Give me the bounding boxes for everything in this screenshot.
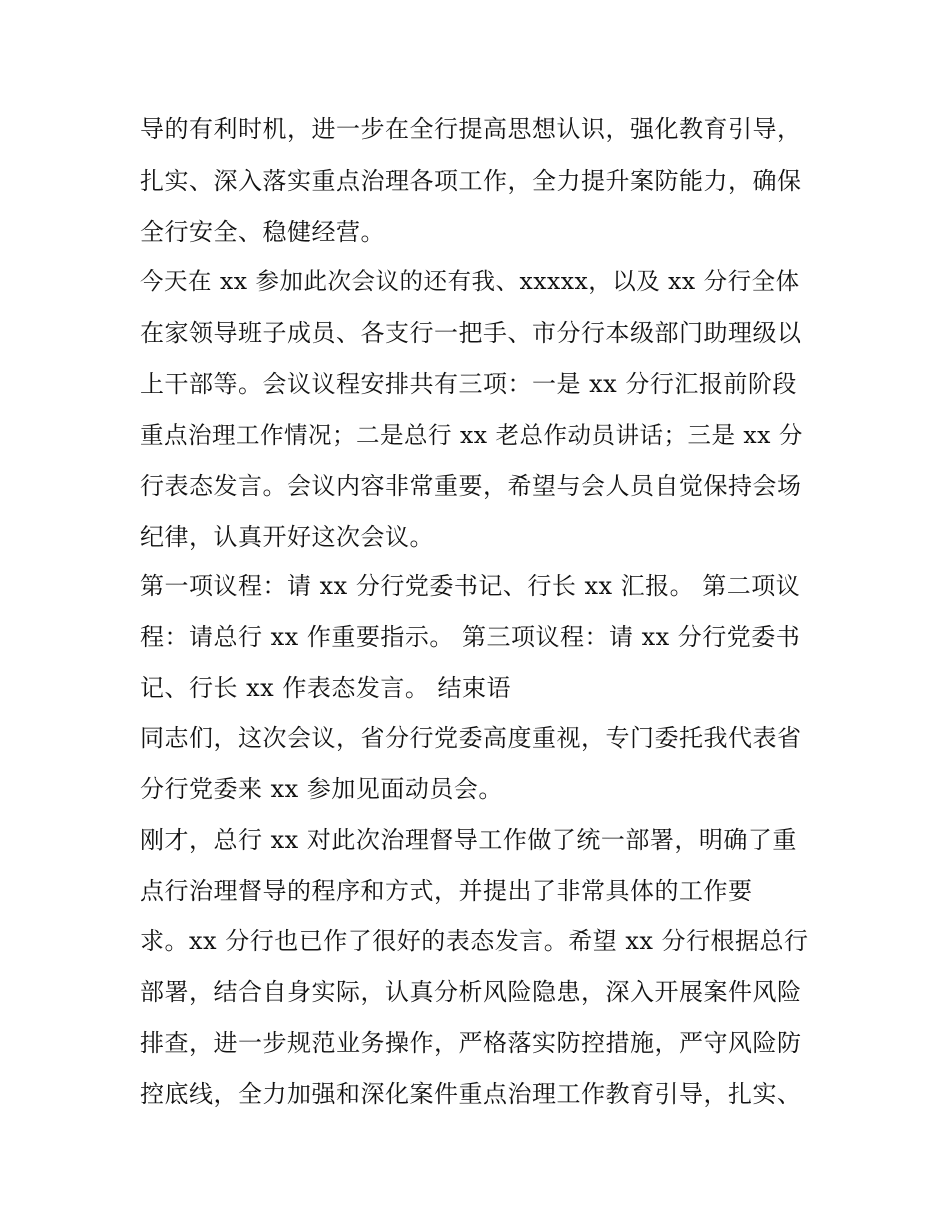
text-line: 全行安全、稳健经营。 [140,218,385,246]
text-line: 排查，进一步规范业务操作，严格落实防控措施，严守风险防 [140,1029,802,1057]
text-line: 上干部等。会议议程安排共有三项：一是 xx 分行汇报前阶段 [140,370,797,398]
text-line: 求。xx 分行也已作了很好的表态发言。希望 xx 分行根据总行 [140,927,809,955]
text-line: 第一项议程：请 xx 分行党委书记、行长 xx 汇报。 第二项议 [140,572,801,600]
text-line: 扎实、深入落实重点治理各项工作，全力提升案防能力，确保 [140,167,802,195]
text-line: 今天在 xx 参加此次会议的还有我、xxxxx，以及 xx 分行全体 [140,267,800,295]
text-line: 导的有利时机，进一步在全行提高思想认识，强化教育引导， [140,115,802,143]
text-line: 重点治理工作情况；二是总行 xx 老总作动员讲话；三是 xx 分 [140,421,803,449]
text-line: 记、行长 xx 作表态发言。 结束语 [140,674,511,702]
text-line: 部署，结合自身实际，认真分析风险隐患，深入开展案件风险 [140,978,802,1006]
text-line: 同志们，这次会议，省分行党委高度重视，专门委托我代表省 [140,724,802,752]
text-line: 在家领导班子成员、各支行一把手、市分行本级部门助理级以 [140,319,802,347]
text-line: 刚才，总行 xx 对此次治理督导工作做了统一部署，明确了重 [140,826,797,854]
text-line: 分行党委来 xx 参加见面动员会。 [140,775,503,803]
text-line: 控底线，全力加强和深化案件重点治理工作教育引导，扎实、 [140,1080,802,1108]
text-line: 纪律，认真开好这次会议。 [140,523,434,551]
text-line: 行表态发言。会议内容非常重要，希望与会人员自觉保持会场 [140,472,802,500]
text-line: 点行治理督导的程序和方式，并提出了非常具体的工作要 [140,877,753,905]
text-line: 程：请总行 xx 作重要指示。 第三项议程：请 xx 分行党委书 [140,623,801,651]
